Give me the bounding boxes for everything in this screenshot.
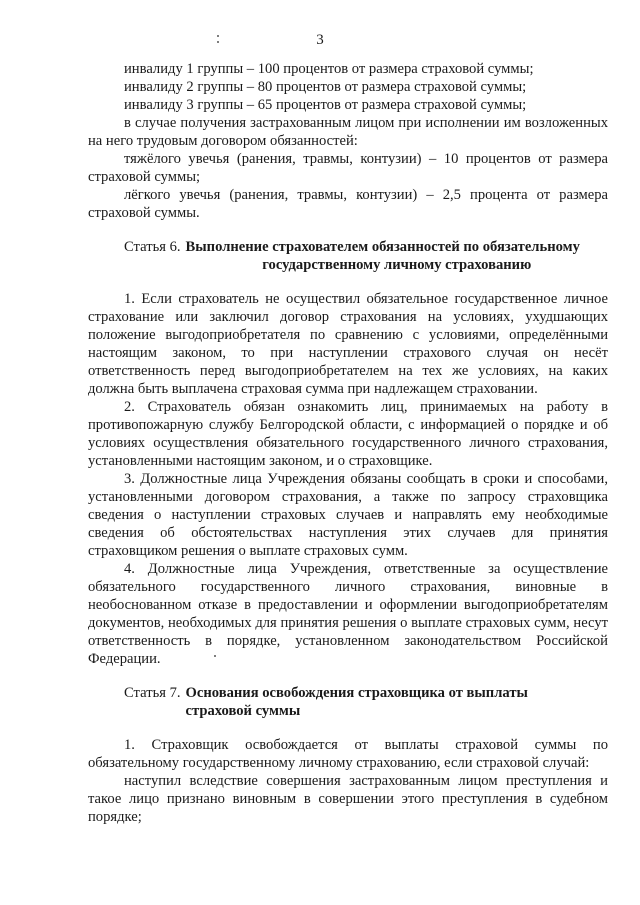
intro-line: в случае получения застрахованным лицом при исполнении им возложенных на него трудовым договором обязанностей: (88, 115, 608, 149)
article-6-paragraph: 3. Должностные лица Учреждения обязаны сообщать в сроки и способами, установленными договором страхования, а также по запросу страховщика сведения о наступлении страховых случаев и направлять ему необходимые сведения об обстоятельствах наступления этих случаев для принятия страховщиком решения о выплате страховых сумм. (88, 471, 608, 559)
article-7-title-line2: страховой суммы (185, 703, 301, 719)
intro-line: инвалиду 1 группы – 100 процентов от размера страховой суммы; (124, 61, 534, 77)
article-6-paragraph: 1. Если страхователь не осуществил обязательное государственное личное страхование или заключил договор страхования на условиях, ухудшающих положение выгодоприобретателя по сравнению с условиями, определёнными настоящим законом, то при наступлении страхового случая он несёт ответственность перед выгодоприобретателем на тех же условиях, на каких должна быть выплачена страховая сумма при надлежащем страховании. (88, 291, 608, 397)
article-6-paragraph: 4. Должностные лица Учреждения, ответственные за осуществление обязательного государственного личного страхования, виновные в необоснованном отказе в предоставлении и оформлении выгодоприобретателям документов, необходимых для принятия решения о выплате страховых сумм, несут ответственность в порядке, установленном законодательством Российской Федерации. (88, 561, 608, 667)
page-number: 3 (316, 32, 324, 48)
article-6-paragraph: 2. Страхователь обязан ознакомить лиц, принимаемых на работу в противопожарную службу Белгородской области, с информацией о порядке и об условиях осуществления обязательного государственного личного страхования, установленными настоящим законом, и о страховщике. (88, 399, 608, 469)
intro-line: лёгкого увечья (ранения, травмы, контузии) – 2,5 процента от размера страховой суммы. (88, 187, 608, 221)
intro-line: инвалиду 2 группы – 80 процентов от размера страховой суммы; (124, 79, 527, 95)
article-7-paragraph: наступил вследствие совершения застрахованным лицом преступления и такое лицо признано виновным в совершении этого преступления в судебном порядке; (88, 773, 608, 825)
article-7-heading (88, 684, 608, 720)
article-7-title-line1: Основания освобождения страховщика от выплаты (185, 685, 528, 701)
article-6-number: Статья 6. (124, 239, 181, 255)
article-6-title (186, 238, 608, 274)
document-body (88, 60, 608, 826)
article-6-heading (88, 238, 608, 274)
intro-line: тяжёлого увечья (ранения, травмы, контузии) – 10 процентов от размера страховой суммы; (88, 151, 608, 185)
article-7-title (186, 684, 608, 720)
intro-line: инвалиду 3 группы – 65 процентов от размера страховой суммы; (124, 97, 527, 113)
article-6-title-line2: государственному личному страхованию (262, 257, 532, 273)
article-6-title-line1: Выполнение страхователем обязанностей по обязательному (185, 239, 580, 255)
article-7-paragraph: 1. Страховщик освобождается от выплаты страховой суммы по обязательному государственному личному страхованию, если страховой случай: (88, 737, 608, 771)
article-7-number: Статья 7. (124, 685, 181, 701)
